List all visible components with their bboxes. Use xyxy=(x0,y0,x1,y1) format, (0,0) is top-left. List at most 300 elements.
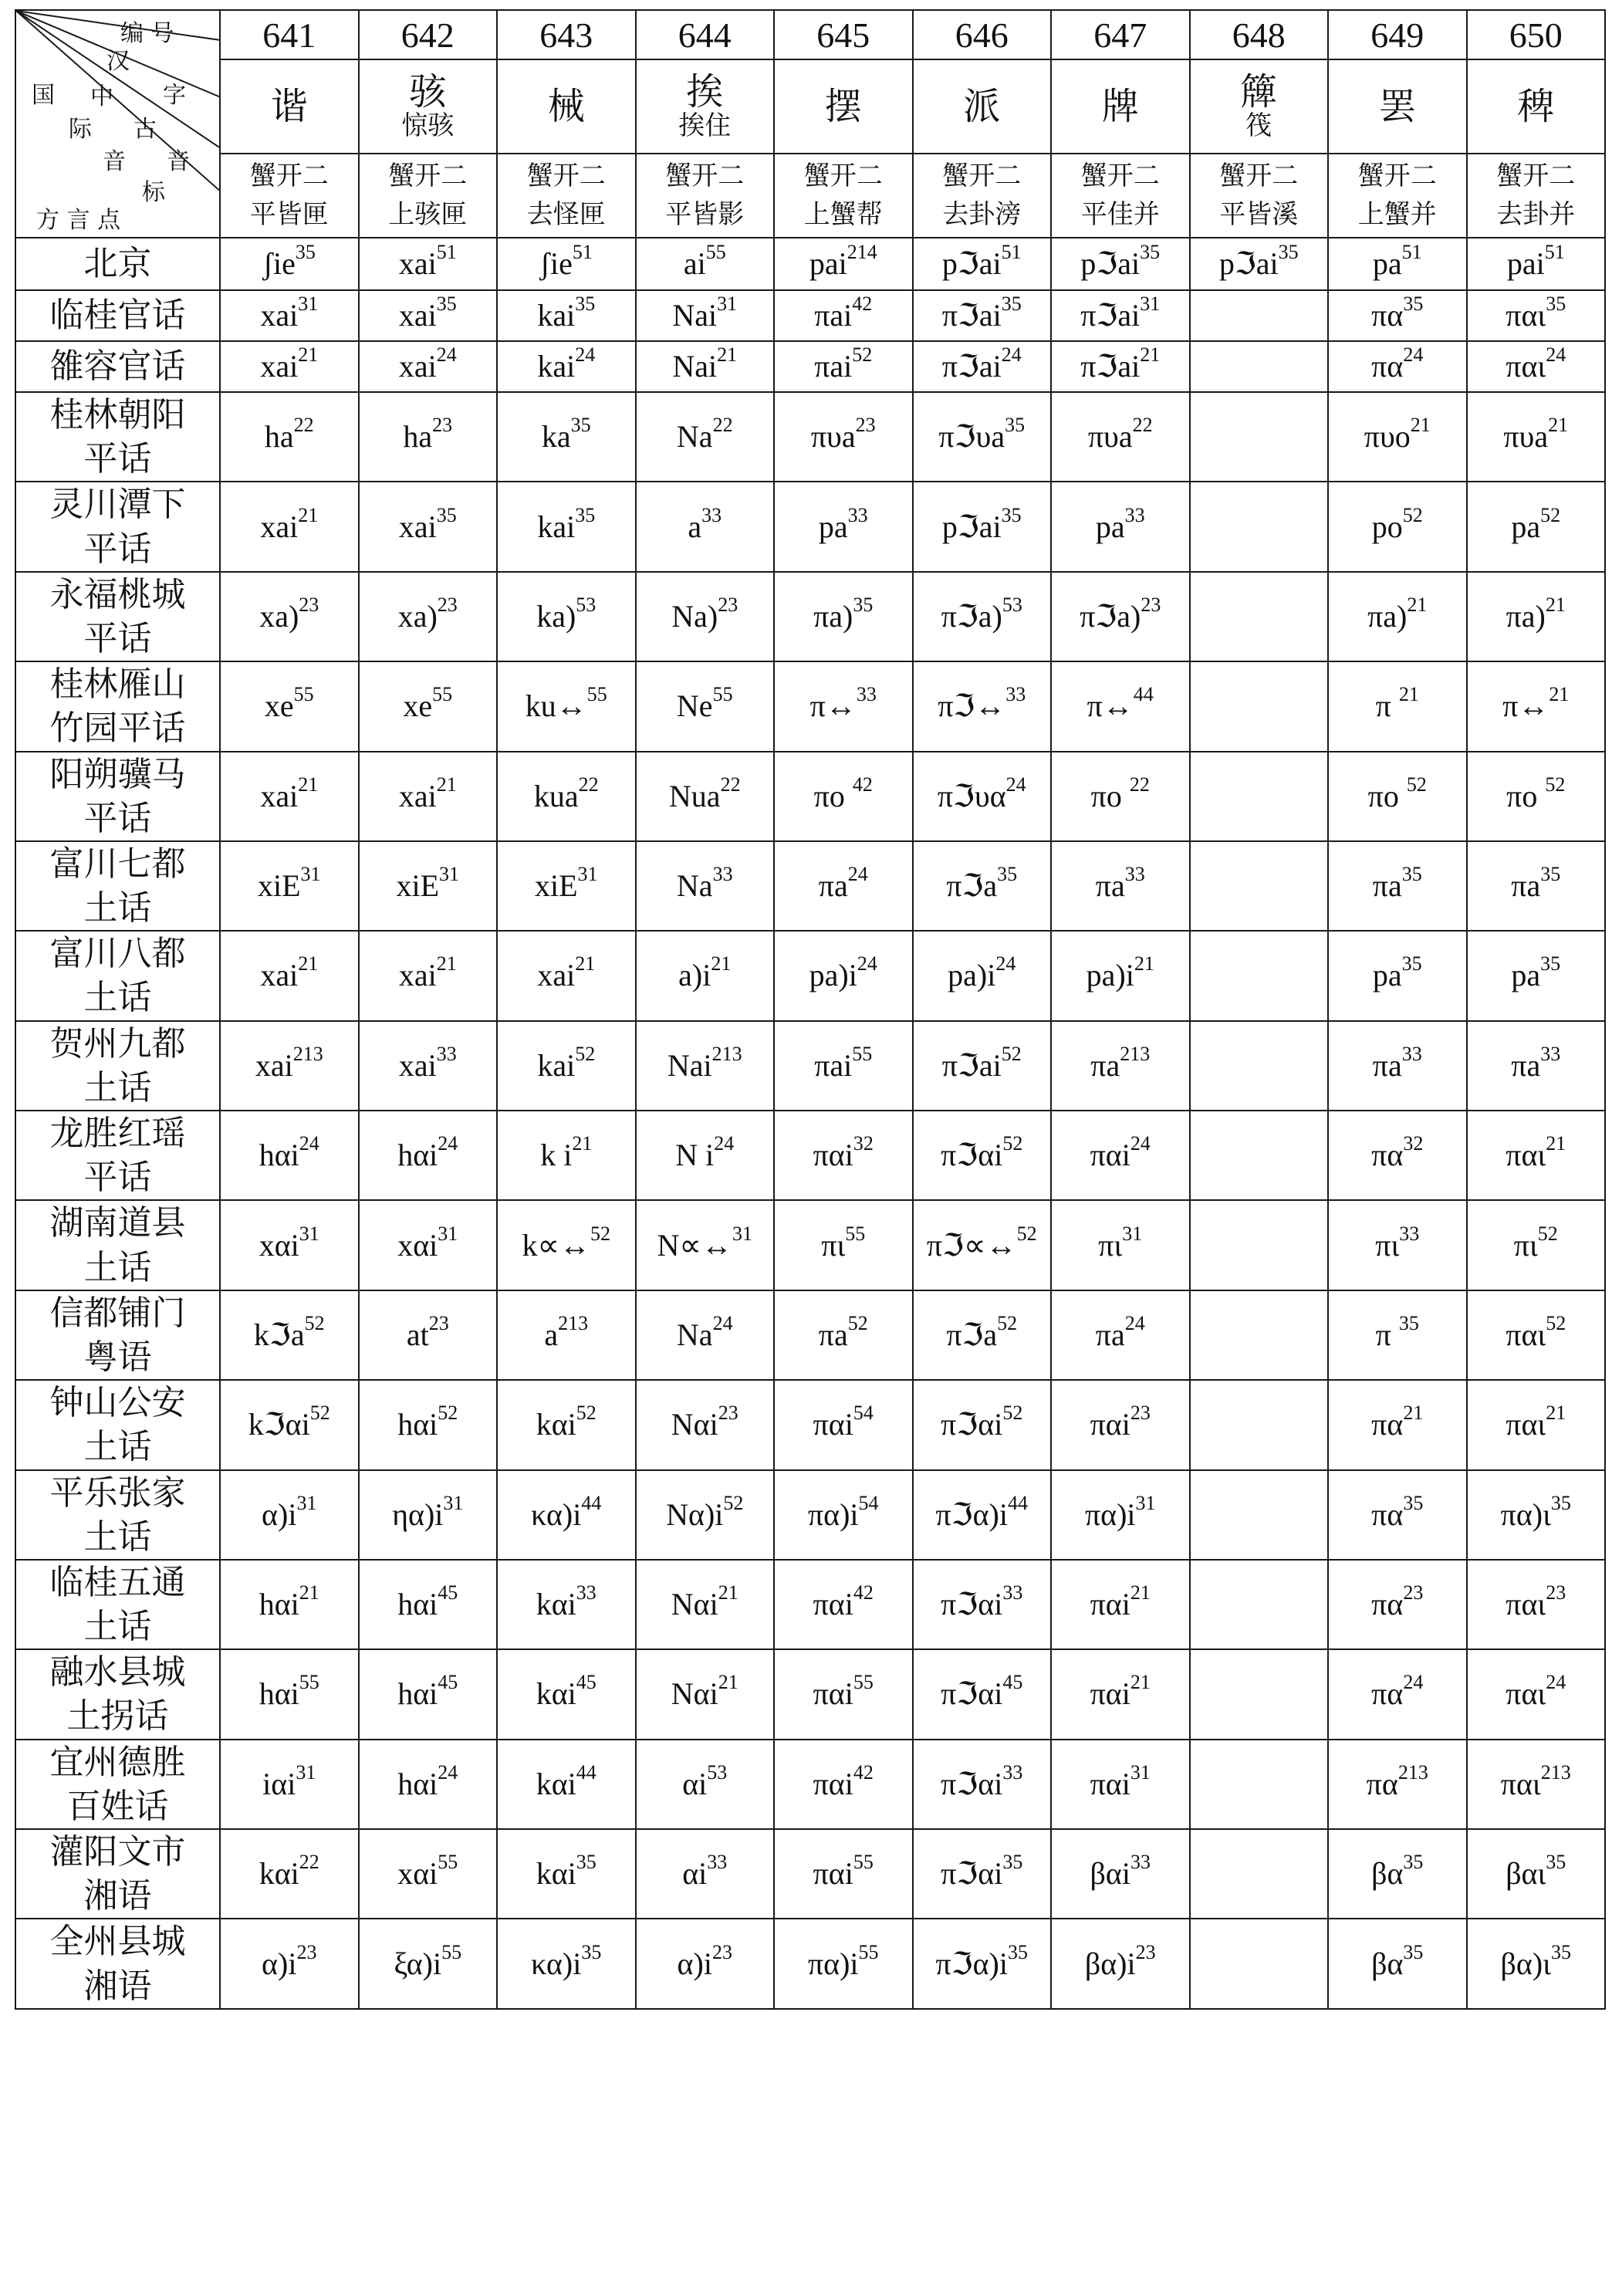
tone-value: 35 xyxy=(1403,1491,1424,1514)
tone-value: 24 xyxy=(1124,1311,1145,1334)
tone-value: 52 xyxy=(1406,773,1427,796)
pronunciation-cell xyxy=(774,392,913,482)
pronunciation-cell xyxy=(497,290,636,341)
pronunciation-cell xyxy=(1467,341,1606,392)
tone-value: 33 xyxy=(1124,503,1145,526)
pronunciation-cell xyxy=(913,1380,1052,1469)
tone-value: 53 xyxy=(576,593,596,616)
mc-line-1: 蟹开二 xyxy=(526,161,606,192)
column-middle-chinese xyxy=(636,154,775,238)
mc-line-2: 上骇匣 xyxy=(388,198,468,230)
ipa-form: βα)ι xyxy=(1500,1946,1551,1981)
character-glyph: 簰 xyxy=(1240,70,1278,114)
tone-value: 44 xyxy=(576,1760,596,1784)
tone-value: 35 xyxy=(1540,863,1561,886)
column-middle-chinese xyxy=(913,154,1052,238)
tone-value: 35 xyxy=(1403,1851,1424,1874)
tone-value: 52 xyxy=(847,1311,868,1334)
tone-value: 52 xyxy=(723,1491,744,1514)
pronunciation-cell xyxy=(1051,1470,1190,1560)
tone-value: 24 xyxy=(438,1132,458,1155)
pronunciation-cell xyxy=(497,1380,636,1469)
table-row xyxy=(15,572,1605,661)
table-row xyxy=(15,661,1605,751)
ipa-form: αi xyxy=(682,1856,708,1892)
tone-value: 52 xyxy=(438,1402,458,1425)
tone-value: 35 xyxy=(436,292,457,315)
table-header xyxy=(15,10,1605,238)
ipa-form: παi xyxy=(813,1856,853,1892)
ipa-form: πai xyxy=(814,298,853,333)
ipa-form: πℑαi xyxy=(941,1676,1003,1712)
ipa-form: ha xyxy=(403,419,433,455)
tone-value: 23 xyxy=(428,1311,449,1334)
pronunciation-cell xyxy=(774,931,913,1020)
ipa-form: πℑai xyxy=(941,349,1002,384)
mc-line-2: 平佳并 xyxy=(1080,198,1160,230)
ipa-form: βα)i xyxy=(1084,1946,1136,1981)
ipa-form: Nua xyxy=(668,778,721,813)
tone-value: 22 xyxy=(299,1851,319,1874)
ipa-form: παι xyxy=(1500,1766,1541,1801)
mc-line-1: 蟹开二 xyxy=(942,161,1022,192)
ipa-form: xiE xyxy=(534,868,578,904)
character-glyph: 械 xyxy=(547,84,585,128)
pronunciation-cell xyxy=(1328,752,1467,841)
ipa-form: xa) xyxy=(397,598,438,634)
tone-value: 35 xyxy=(1546,1851,1566,1874)
dialect-name-line: 北京 xyxy=(83,244,152,284)
character-glyph: 派 xyxy=(963,84,1001,128)
tone-value: 21 xyxy=(1407,593,1428,616)
pronunciation-cell xyxy=(359,1649,498,1739)
pronunciation-cell xyxy=(1467,931,1606,1020)
ipa-form: pa)i xyxy=(1086,958,1134,993)
pronunciation-cell xyxy=(359,290,498,341)
pronunciation-cell xyxy=(1328,341,1467,392)
table-body xyxy=(15,238,1605,2009)
pronunciation-cell xyxy=(359,661,498,751)
dialect-name-line: 土话 xyxy=(83,978,152,1018)
pronunciation-cell xyxy=(1190,1380,1329,1469)
pronunciation-cell xyxy=(1190,661,1329,751)
tone-value: 21 xyxy=(1546,1402,1566,1425)
table-row xyxy=(15,341,1605,392)
pronunciation-cell xyxy=(497,1021,636,1111)
column-middle-chinese xyxy=(220,154,359,238)
dialect-name-line: 百姓话 xyxy=(66,1786,169,1826)
pronunciation-cell xyxy=(913,1740,1052,1829)
dialect-name-line: 平话 xyxy=(83,439,152,479)
header-corner-cell xyxy=(15,10,220,238)
ipa-form: βα xyxy=(1371,1946,1404,1981)
pronunciation-cell xyxy=(1051,1200,1190,1290)
pronunciation-cell xyxy=(220,341,359,392)
ipa-form: iαi xyxy=(262,1766,296,1801)
column-character xyxy=(774,59,913,154)
tone-value: 21 xyxy=(717,343,738,366)
mc-line-1: 蟹开二 xyxy=(1219,161,1299,192)
pronunciation-cell xyxy=(497,931,636,1020)
ipa-form: πa xyxy=(1090,1047,1120,1083)
pronunciation-cell xyxy=(359,931,498,1020)
ipa-form: παι xyxy=(1506,349,1546,384)
pronunciation-cell xyxy=(913,290,1052,341)
pronunciation-cell xyxy=(636,1111,775,1200)
corner-label-fangyandian: 方 言 点 xyxy=(36,207,121,234)
ipa-form: xαi xyxy=(259,1227,299,1263)
pronunciation-cell xyxy=(1467,1470,1606,1560)
pronunciation-cell xyxy=(1051,841,1190,931)
dialect-name-line: 全州县城 xyxy=(49,1922,186,1962)
tone-value: 23 xyxy=(432,414,453,437)
dialect-name-line: 富川七都 xyxy=(49,844,186,884)
pronunciation-cell xyxy=(636,1560,775,1649)
pronunciation-cell xyxy=(1190,482,1329,571)
ipa-form: πa xyxy=(1372,868,1402,904)
tone-value: 31 xyxy=(438,1222,458,1245)
tone-value: 31 xyxy=(439,863,460,886)
ipa-form: πa) xyxy=(1506,598,1546,634)
pronunciation-cell xyxy=(636,1740,775,1829)
tone-value: 52 xyxy=(304,1311,325,1334)
pronunciation-cell xyxy=(774,1200,913,1290)
tone-value: 31 xyxy=(300,863,321,886)
tone-value: 23 xyxy=(711,1940,732,1963)
tone-value: 44 xyxy=(1007,1491,1028,1514)
dialect-name xyxy=(15,931,220,1020)
pronunciation-cell xyxy=(359,341,498,392)
tone-value: 21 xyxy=(1398,683,1419,706)
ipa-form: xαi xyxy=(397,1856,438,1892)
pronunciation-cell xyxy=(1051,1919,1190,2008)
ipa-form: xai xyxy=(398,509,437,544)
pronunciation-cell xyxy=(774,1021,913,1111)
ipa-form: xαi xyxy=(397,1227,438,1263)
pronunciation-cell xyxy=(497,572,636,661)
tone-value: 23 xyxy=(1135,1940,1156,1963)
ipa-form: Nαi xyxy=(671,1407,718,1442)
pronunciation-cell xyxy=(913,752,1052,841)
ipa-form: π↔ xyxy=(809,688,857,724)
ipa-form: ʃie xyxy=(539,246,573,281)
pronunciation-cell xyxy=(497,1919,636,2008)
dialect-name-line: 灵川潭下 xyxy=(49,485,186,525)
mc-line-2: 平皆匣 xyxy=(249,198,329,230)
character-glyph: 罢 xyxy=(1378,84,1416,128)
tone-value: 21 xyxy=(299,1581,319,1604)
tone-value: 24 xyxy=(847,863,868,886)
ipa-form: ka xyxy=(541,419,571,455)
tone-value: 21 xyxy=(1410,414,1431,437)
ipa-form: a xyxy=(688,509,702,544)
tone-value: 52 xyxy=(575,1042,596,1065)
dialect-name-line: 融水县城 xyxy=(49,1652,186,1692)
tone-value: 31 xyxy=(1140,292,1161,315)
dialect-name xyxy=(15,752,220,841)
corner-label-bianhao: 编 号 xyxy=(120,20,174,47)
ipa-form: πℑai xyxy=(1080,349,1141,384)
ipa-form: πℑai xyxy=(941,298,1002,333)
pronunciation-cell xyxy=(774,1740,913,1829)
pronunciation-cell xyxy=(636,1919,775,2008)
ipa-form: πα xyxy=(1371,1407,1404,1442)
tone-value: 24 xyxy=(1005,773,1026,796)
ipa-form: po xyxy=(1371,509,1403,544)
tone-value: 35 xyxy=(1007,1940,1028,1963)
pronunciation-cell xyxy=(1190,1649,1329,1739)
ipa-form: pa)i xyxy=(948,958,996,993)
tone-value: 44 xyxy=(581,1491,602,1514)
dialect-name xyxy=(15,1560,220,1649)
ipa-form: kai xyxy=(537,349,576,384)
pronunciation-cell xyxy=(636,392,775,482)
tone-value: 52 xyxy=(852,343,873,366)
pronunciation-cell xyxy=(220,238,359,290)
pronunciation-cell xyxy=(913,238,1052,290)
tone-value: 24 xyxy=(575,343,596,366)
pronunciation-cell xyxy=(497,1111,636,1200)
ipa-form: kai xyxy=(537,298,576,333)
tone-value: 24 xyxy=(714,1132,735,1155)
pronunciation-cell xyxy=(774,341,913,392)
ipa-form: πℑυα xyxy=(937,778,1006,813)
tone-value: 35 xyxy=(997,863,1018,886)
tone-value: 42 xyxy=(852,292,873,315)
ipa-form: xai xyxy=(260,778,299,813)
character-glyph: 挨 xyxy=(686,70,724,114)
ipa-form: πι xyxy=(821,1227,846,1263)
ipa-form: πℑα)i xyxy=(935,1946,1008,1981)
pronunciation-cell xyxy=(1051,1021,1190,1111)
tone-value: 55 xyxy=(705,241,726,263)
tone-value: 21 xyxy=(572,1132,593,1155)
pronunciation-cell xyxy=(1051,341,1190,392)
pronunciation-cell xyxy=(359,1919,498,2008)
ipa-form: pa)i xyxy=(809,958,857,993)
pronunciation-cell xyxy=(359,572,498,661)
dialect-name-line: 临桂官话 xyxy=(49,296,186,336)
tone-value: 21 xyxy=(1140,343,1161,366)
tone-value: 21 xyxy=(1549,683,1570,706)
tone-value: 23 xyxy=(718,1402,738,1425)
pronunciation-cell xyxy=(497,1560,636,1649)
tone-value: 22 xyxy=(293,414,314,437)
pronunciation-cell xyxy=(1328,1829,1467,1919)
mc-line-2: 去怪匣 xyxy=(526,198,606,230)
pronunciation-cell xyxy=(1190,1021,1329,1111)
tone-value: 33 xyxy=(712,863,733,886)
ipa-form: κα)i xyxy=(531,1946,582,1981)
pronunciation-cell xyxy=(1328,1649,1467,1739)
tone-value: 23 xyxy=(1403,1581,1424,1604)
pronunciation-cell xyxy=(1190,238,1329,290)
ipa-form: πa) xyxy=(813,598,853,634)
column-middle-chinese xyxy=(1051,154,1190,238)
mc-line-1: 蟹开二 xyxy=(803,161,883,192)
pronunciation-cell xyxy=(220,1380,359,1469)
ipa-form: α)i xyxy=(262,1946,297,1981)
ipa-form: pℑai xyxy=(1218,246,1279,281)
corner-label-guoji-1: 国 xyxy=(32,82,55,109)
table-row xyxy=(15,1021,1605,1111)
pronunciation-cell xyxy=(359,392,498,482)
tone-value: 21 xyxy=(718,1671,738,1694)
mc-line-2: 平皆溪 xyxy=(1219,198,1299,230)
ipa-form: πai xyxy=(814,349,853,384)
ipa-form: ηα)i xyxy=(392,1496,444,1532)
tone-value: 51 xyxy=(1544,241,1565,263)
tone-value: 24 xyxy=(299,1132,319,1155)
tone-value: 22 xyxy=(578,773,599,796)
tone-value: 35 xyxy=(570,414,591,437)
ipa-form: παi xyxy=(1090,1766,1130,1801)
pronunciation-cell xyxy=(220,1649,359,1739)
tone-value: 33 xyxy=(1401,1042,1422,1065)
tone-value: 33 xyxy=(576,1581,596,1604)
ipa-form: ku↔ xyxy=(525,688,587,724)
ipa-form: xiE xyxy=(257,868,301,904)
tone-value: 45 xyxy=(438,1671,458,1694)
mc-line-1: 蟹开二 xyxy=(1080,161,1160,192)
tone-value: 33 xyxy=(1124,863,1145,886)
dialect-name xyxy=(15,572,220,661)
ipa-form: κα)i xyxy=(531,1496,582,1532)
corner-label-guoji-2: 际 xyxy=(69,116,92,143)
tone-value: 213 xyxy=(558,1311,589,1334)
pronunciation-cell xyxy=(636,931,775,1020)
pronunciation-cell xyxy=(1051,572,1190,661)
pronunciation-cell xyxy=(774,482,913,571)
ipa-form: kℑa xyxy=(253,1317,305,1352)
ipa-form: Na xyxy=(676,868,713,904)
pronunciation-cell xyxy=(913,1200,1052,1290)
ipa-form: xai xyxy=(260,298,299,333)
ipa-form: xai xyxy=(255,1047,293,1083)
column-number: 647 xyxy=(1051,10,1190,59)
table-row xyxy=(15,1740,1605,1829)
pronunciation-cell xyxy=(1190,1560,1329,1649)
pronunciation-cell xyxy=(1467,392,1606,482)
ipa-form: hαi xyxy=(259,1587,299,1622)
column-middle-chinese xyxy=(1467,154,1606,238)
tone-value: 35 xyxy=(1550,1940,1571,1963)
tone-value: 21 xyxy=(1130,1581,1151,1604)
pronunciation-cell xyxy=(1328,1560,1467,1649)
pronunciation-cell xyxy=(774,572,913,661)
ipa-form: kαi xyxy=(536,1766,576,1801)
ipa-form: παi xyxy=(813,1407,853,1442)
pronunciation-cell xyxy=(913,341,1052,392)
pronunciation-cell xyxy=(1051,1380,1190,1469)
character-gloss: 筏 xyxy=(1245,110,1272,141)
tone-value: 21 xyxy=(711,952,732,976)
dialect-name-line: 平话 xyxy=(83,798,152,838)
pronunciation-cell xyxy=(913,661,1052,751)
tone-value: 24 xyxy=(438,1760,458,1784)
pronunciation-cell xyxy=(913,931,1052,1020)
ipa-form: πυo xyxy=(1364,419,1411,455)
tone-value: 52 xyxy=(590,1222,611,1245)
ipa-form: pa xyxy=(1372,246,1402,281)
tone-value: 21 xyxy=(436,952,457,976)
pronunciation-cell xyxy=(636,290,775,341)
tone-value: 55 xyxy=(858,1940,879,1963)
mc-line-1: 蟹开二 xyxy=(1496,161,1576,192)
pronunciation-cell xyxy=(1190,1470,1329,1560)
ipa-form: pa xyxy=(1511,958,1541,993)
column-character xyxy=(497,59,636,154)
ipa-form: πo xyxy=(1506,778,1546,813)
pronunciation-cell xyxy=(1051,931,1190,1020)
pronunciation-cell xyxy=(913,1290,1052,1380)
tone-value: 52 xyxy=(1001,1042,1022,1065)
pronunciation-cell xyxy=(497,238,636,290)
pronunciation-cell xyxy=(774,1829,913,1919)
tone-value: 213 xyxy=(1540,1760,1571,1784)
tone-value: 31 xyxy=(443,1491,464,1514)
tone-value: 23 xyxy=(299,593,319,616)
tone-value: 35 xyxy=(1005,414,1026,437)
tone-value: 31 xyxy=(577,863,598,886)
ipa-form: hαi xyxy=(397,1766,438,1801)
tone-value: 55 xyxy=(852,1042,873,1065)
ipa-form: παι xyxy=(1506,1138,1546,1173)
pronunciation-cell xyxy=(913,1560,1052,1649)
column-character xyxy=(220,59,359,154)
ipa-form: ai xyxy=(683,246,706,281)
tone-value: 24 xyxy=(1403,1671,1424,1694)
dialect-name xyxy=(15,290,220,341)
ipa-form: πα)i xyxy=(807,1946,859,1981)
pronunciation-cell xyxy=(774,1290,913,1380)
pronunciation-cell xyxy=(1328,1740,1467,1829)
tone-value: 31 xyxy=(296,1491,317,1514)
ipa-form: a)i xyxy=(678,958,711,993)
tone-value: 35 xyxy=(576,1851,596,1874)
dialect-name xyxy=(15,1470,220,1560)
table-row xyxy=(15,1290,1605,1380)
ipa-form: πa xyxy=(1511,1047,1541,1083)
dialect-name-line: 贺州九都 xyxy=(49,1023,186,1063)
pronunciation-cell xyxy=(1328,1380,1467,1469)
pronunciation-cell xyxy=(220,392,359,482)
pronunciation-cell xyxy=(1190,290,1329,341)
tone-value: 53 xyxy=(707,1760,728,1784)
pronunciation-cell xyxy=(359,238,498,290)
pronunciation-cell xyxy=(1051,1649,1190,1739)
ipa-form: xai xyxy=(398,246,437,281)
pronunciation-cell xyxy=(1051,1290,1190,1380)
ipa-form: ξα)i xyxy=(394,1946,442,1981)
pronunciation-cell xyxy=(774,752,913,841)
ipa-form: kαi xyxy=(536,1676,576,1712)
pronunciation-cell xyxy=(359,1021,498,1111)
pronunciation-cell xyxy=(1051,482,1190,571)
ipa-form: Nai xyxy=(672,349,718,384)
ipa-form: xai xyxy=(398,958,437,993)
tone-value: 35 xyxy=(1001,503,1022,526)
ipa-form: πa xyxy=(1095,868,1125,904)
mc-line-2: 去卦滂 xyxy=(942,198,1022,230)
pronunciation-cell xyxy=(1467,1919,1606,2008)
pronunciation-cell xyxy=(1467,238,1606,290)
column-character xyxy=(1328,59,1467,154)
ipa-form: πℑ∝↔ xyxy=(926,1227,1017,1263)
ipa-form: πυa xyxy=(810,419,856,455)
pronunciation-cell xyxy=(636,1649,775,1739)
pronunciation-cell xyxy=(1190,392,1329,482)
